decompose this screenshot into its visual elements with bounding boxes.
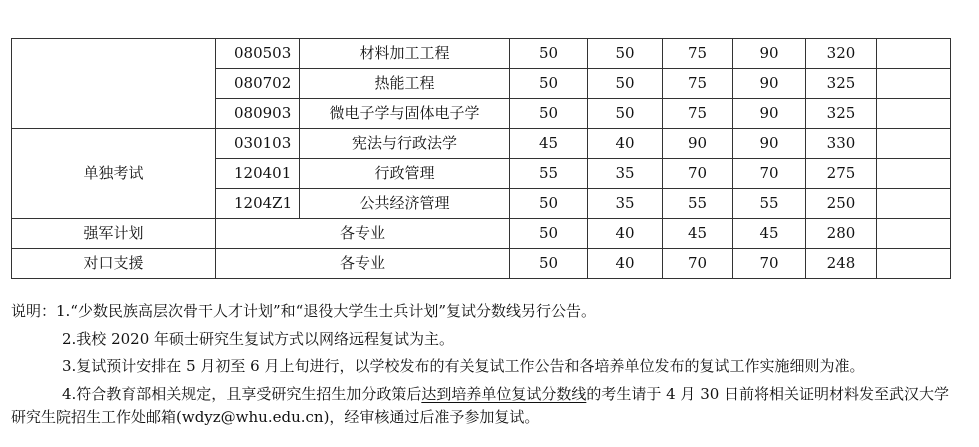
score-total: 330 <box>806 129 877 159</box>
score-politics: 55 <box>510 159 588 189</box>
score-politics: 50 <box>510 219 588 249</box>
note-cell <box>877 189 951 219</box>
note-cell <box>877 39 951 69</box>
score-subject-1: 75 <box>663 39 733 69</box>
score-subject-2: 45 <box>733 219 806 249</box>
score-total: 325 <box>806 69 877 99</box>
note-4-underlined: 达到培养单位复试分数线 <box>421 384 587 403</box>
major-name: 公共经济管理 <box>300 189 510 219</box>
score-subject-2: 55 <box>733 189 806 219</box>
table-row <box>12 249 951 279</box>
major-code: 080702 <box>216 69 300 99</box>
note-cell <box>877 69 951 99</box>
score-table <box>11 38 951 279</box>
major-name: 行政管理 <box>300 159 510 189</box>
major-code: 080903 <box>216 99 300 129</box>
score-subject-2: 90 <box>733 39 806 69</box>
score-foreign-language: 40 <box>588 219 663 249</box>
score-subject-2: 90 <box>733 69 806 99</box>
note-cell <box>877 249 951 279</box>
score-subject-1: 90 <box>663 129 733 159</box>
score-foreign-language: 50 <box>588 39 663 69</box>
score-subject-2: 90 <box>733 129 806 159</box>
score-foreign-language: 35 <box>588 159 663 189</box>
note-2: 2.我校 2020 年硕士研究生复试方式以网络远程复试为主。 <box>62 329 455 348</box>
score-subject-1: 70 <box>663 159 733 189</box>
score-subject-2: 90 <box>733 99 806 129</box>
major-name: 微电子学与固体电子学 <box>300 99 510 129</box>
score-politics: 50 <box>510 249 588 279</box>
score-foreign-language: 40 <box>588 129 663 159</box>
score-subject-1: 45 <box>663 219 733 249</box>
score-total: 248 <box>806 249 877 279</box>
category-cell: 强军计划 <box>12 219 216 249</box>
note-4-part-1: 4.符合教育部相关规定，且享受研究生招生加分政策后 <box>62 384 422 403</box>
category-cell <box>12 39 216 129</box>
score-politics: 50 <box>510 69 588 99</box>
major-code: 030103 <box>216 129 300 159</box>
notes-section <box>11 300 961 430</box>
score-politics: 50 <box>510 189 588 219</box>
note-cell <box>877 219 951 249</box>
score-foreign-language: 40 <box>588 249 663 279</box>
score-total: 325 <box>806 99 877 129</box>
score-subject-1: 75 <box>663 99 733 129</box>
score-subject-2: 70 <box>733 249 806 279</box>
note-4-part-2: 的考生请于 4 月 30 日前将相关证明材料发至武汉大学研究生院招生工作处邮箱(wdyz@whu.edu.cn)，经审核通过后准予参加复试。 <box>11 384 950 426</box>
category-cell: 单独考试 <box>12 129 216 219</box>
note-4 <box>11 383 961 430</box>
note-1: 说明：1.“少数民族高层次骨干人才计划”和“退役大学生士兵计划”复试分数线另行公告。 <box>11 302 596 320</box>
table-row <box>12 39 951 69</box>
major-name: 热能工程 <box>300 69 510 99</box>
score-foreign-language: 35 <box>588 189 663 219</box>
major-code: 1204Z1 <box>216 189 300 219</box>
score-foreign-language: 50 <box>588 69 663 99</box>
category-cell: 对口支援 <box>12 249 216 279</box>
major-name: 材料加工工程 <box>300 39 510 69</box>
note-cell <box>877 99 951 129</box>
table-row <box>12 129 951 159</box>
major-code: 120401 <box>216 159 300 189</box>
note-cell <box>877 129 951 159</box>
score-total: 275 <box>806 159 877 189</box>
score-politics: 50 <box>510 39 588 69</box>
score-subject-1: 75 <box>663 69 733 99</box>
major-name: 宪法与行政法学 <box>300 129 510 159</box>
major-name: 各专业 <box>216 249 510 279</box>
score-subject-1: 70 <box>663 249 733 279</box>
score-total: 280 <box>806 219 877 249</box>
table-row <box>12 219 951 249</box>
score-politics: 45 <box>510 129 588 159</box>
note-cell <box>877 159 951 189</box>
score-foreign-language: 50 <box>588 99 663 129</box>
score-total: 250 <box>806 189 877 219</box>
score-politics: 50 <box>510 99 588 129</box>
major-code: 080503 <box>216 39 300 69</box>
major-name: 各专业 <box>216 219 510 249</box>
score-subject-1: 55 <box>663 189 733 219</box>
note-3: 3.复试预计安排在 5 月初至 6 月上旬进行，以学校发布的有关复试工作公告和各培养单位发布的复试工作实施细则为准。 <box>62 357 865 375</box>
score-total: 320 <box>806 39 877 69</box>
score-subject-2: 70 <box>733 159 806 189</box>
